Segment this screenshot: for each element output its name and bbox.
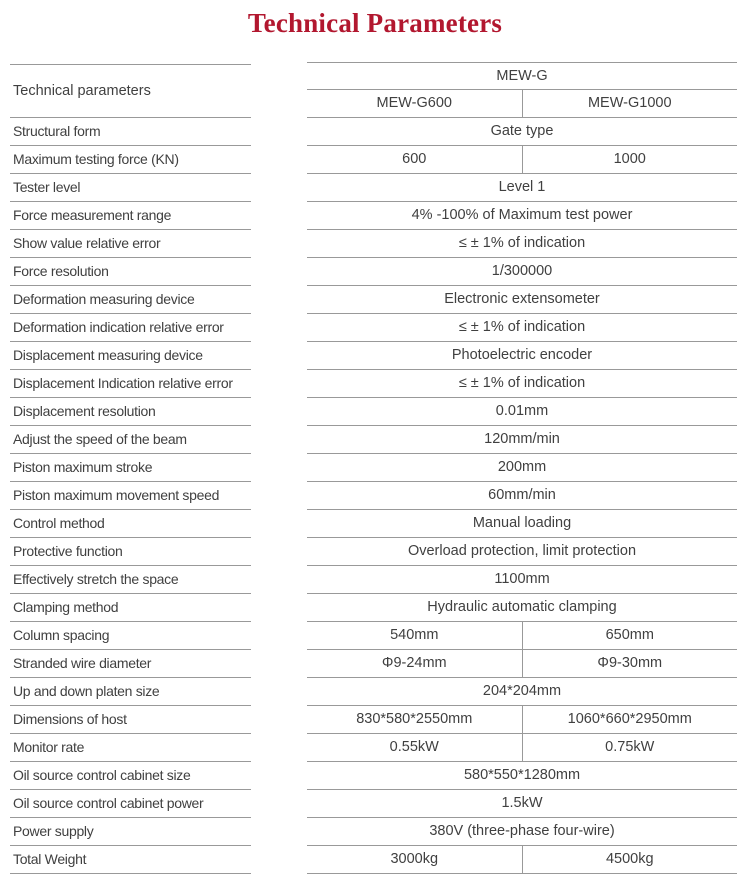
value-cell: Φ9-30mm	[522, 650, 738, 677]
value-cell: 0.75kW	[522, 734, 738, 761]
parameter-label: Control method	[10, 510, 251, 538]
value-row	[307, 342, 737, 370]
model-header-mew-g600: MEW-G600	[376, 95, 452, 111]
parameter-label: Force measurement range	[10, 202, 251, 230]
value-row	[307, 538, 737, 566]
value-cell-span: 200mm	[497, 459, 547, 475]
parameter-label: Piston maximum stroke	[10, 454, 251, 482]
value-cell-span: 120mm/min	[484, 431, 560, 447]
value-row	[307, 174, 737, 202]
value-cell-span: 60mm/min	[488, 487, 556, 503]
value-cell-span: 1.5kW	[501, 795, 543, 811]
page-title: Technical Parameters	[247, 8, 503, 38]
parameter-label: Adjust the speed of the beam	[10, 426, 251, 454]
value-row	[307, 370, 737, 398]
value-cell-span: 1/300000	[491, 263, 553, 279]
value-row	[307, 790, 737, 818]
value-row	[307, 706, 737, 734]
value-cell-span: Electronic extensometer	[444, 291, 600, 307]
parameter-name-column	[10, 64, 251, 874]
value-row	[307, 258, 737, 286]
value-cell-span: ≤ ± 1% of indication	[458, 375, 586, 391]
value-cell-span: 204*204mm	[482, 683, 562, 699]
parameter-label: Show value relative error	[10, 230, 251, 258]
value-cell: 1000	[522, 146, 738, 173]
value-row	[307, 202, 737, 230]
parameter-label: Deformation indication relative error	[10, 314, 251, 342]
parameter-label: Displacement measuring device	[10, 342, 251, 370]
value-cell-span: Photoelectric encoder	[451, 347, 593, 363]
parameter-label: Displacement resolution	[10, 398, 251, 426]
value-row	[307, 678, 737, 706]
value-row	[307, 454, 737, 482]
value-row	[307, 846, 737, 874]
parameter-values-table	[307, 62, 737, 874]
model-header-row	[307, 90, 737, 118]
value-cell-span: Hydraulic automatic clamping	[427, 599, 617, 615]
value-row	[307, 510, 737, 538]
value-cell-span: Overload protection, limit protection	[407, 543, 637, 559]
value-cell-span: 4% -100% of Maximum test power	[411, 207, 633, 223]
parameter-label: Protective function	[10, 538, 251, 566]
value-row	[307, 622, 737, 650]
parameter-label: Column spacing	[10, 622, 251, 650]
value-row	[307, 146, 737, 174]
parameter-label: Force resolution	[10, 258, 251, 286]
value-row	[307, 734, 737, 762]
parameter-label: Deformation measuring device	[10, 286, 251, 314]
value-cell: Φ9-24mm	[381, 655, 447, 671]
value-cell-span: ≤ ± 1% of indication	[458, 319, 586, 335]
parameter-label: Effectively stretch the space	[10, 566, 251, 594]
value-row	[307, 594, 737, 622]
value-cell: 830*580*2550mm	[356, 711, 473, 727]
parameter-label: Monitor rate	[10, 734, 251, 762]
series-header-cell: MEW-G	[307, 63, 737, 90]
value-cell-span: 0.01mm	[495, 403, 549, 419]
value-cell: 600	[402, 151, 427, 167]
value-cell: 4500kg	[522, 846, 738, 873]
value-cell-span: 380V (three-phase four-wire)	[429, 823, 615, 839]
value-cell: 1060*660*2950mm	[522, 706, 738, 733]
parameter-label: Piston maximum movement speed	[10, 482, 251, 510]
value-row	[307, 118, 737, 146]
value-row	[307, 818, 737, 846]
parameter-value-rows	[307, 118, 737, 874]
value-cell-span: Manual loading	[472, 515, 572, 531]
value-cell-span: 1100mm	[494, 571, 550, 587]
parameter-label: Clamping method	[10, 594, 251, 622]
value-cell-span: Gate type	[490, 123, 554, 139]
value-row	[307, 426, 737, 454]
corner-header-cell: Technical parameters	[10, 65, 251, 118]
model-header-mew-g1000: MEW-G1000	[522, 90, 738, 117]
parameter-label: Tester level	[10, 174, 251, 202]
value-row	[307, 650, 737, 678]
value-row	[307, 398, 737, 426]
parameter-label: Oil source control cabinet power	[10, 790, 251, 818]
value-row	[307, 482, 737, 510]
value-row	[307, 566, 737, 594]
parameter-label: Dimensions of host	[10, 706, 251, 734]
value-cell: 0.55kW	[389, 739, 439, 755]
value-row	[307, 286, 737, 314]
value-cell: 540mm	[390, 627, 439, 643]
value-cell-span: 580*550*1280mm	[463, 767, 581, 783]
value-cell: 3000kg	[390, 851, 439, 867]
parameter-label: Power supply	[10, 818, 251, 846]
value-cell: 650mm	[522, 622, 738, 649]
value-row	[307, 762, 737, 790]
parameter-label: Structural form	[10, 118, 251, 146]
parameter-label: Stranded wire diameter	[10, 650, 251, 678]
value-cell-span: Level 1	[498, 179, 546, 195]
parameter-label: Maximum testing force (KN)	[10, 146, 251, 174]
parameter-label: Up and down platen size	[10, 678, 251, 706]
parameter-label: Oil source control cabinet size	[10, 762, 251, 790]
parameter-label: Displacement Indication relative error	[10, 370, 251, 398]
value-cell-span: ≤ ± 1% of indication	[458, 235, 586, 251]
value-row	[307, 314, 737, 342]
parameter-label: Total Weight	[10, 846, 251, 874]
parameter-label-list	[10, 118, 251, 874]
value-row	[307, 230, 737, 258]
